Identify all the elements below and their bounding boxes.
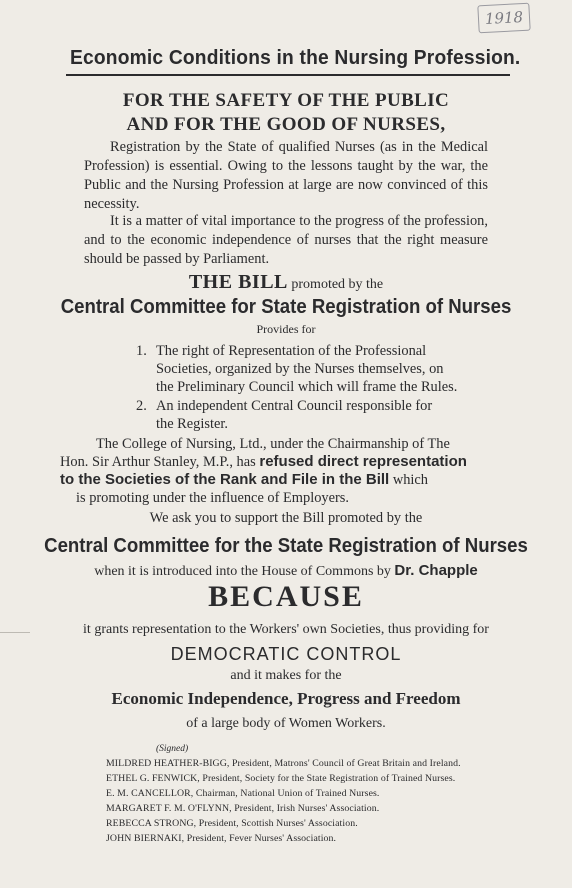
college-line-4: is promoting under the influence of Employers. (76, 490, 349, 506)
because-heading: BECAUSE (208, 580, 364, 613)
vital-paragraph (84, 212, 488, 269)
college-line-2-bold: refused direct representation (259, 453, 467, 470)
committee-name: Central Committee for State Registration of Nurses (60, 296, 512, 318)
provision-1-text (156, 342, 476, 396)
intro-line-2: Medical Profession) is essential. Owing to the lessons taught by (84, 139, 488, 174)
democratic-control: DEMOCRATIC CONTROL (170, 644, 402, 664)
signed-label: (Signed) (156, 744, 189, 754)
provision-2-line-1: An independent Central Council responsible for (156, 398, 433, 414)
college-line-3-plain: which (392, 472, 428, 488)
vital-line-2: profession, and to the economic independence of nurses that the (84, 213, 488, 248)
provision-1-number: 1. (136, 343, 147, 359)
page-heading: Economic Conditions in the Nursing Profession. (70, 47, 521, 69)
archive-pencil-note: 1918 (477, 3, 530, 34)
signatory-6: JOHN BIERNAKI, President, Fever Nurses' Association. (106, 833, 337, 844)
grants-line: it grants representation to the Workers' own Societies, thus providing for (83, 622, 489, 637)
bill-title: THE BILL (188, 271, 288, 293)
introduced-bold: Dr. Chapple (394, 562, 478, 579)
economic-independence: Economic Independence, Progress and Freedom (111, 689, 461, 708)
provision-1-line-2: Societies, organized by the Nurses themselves, on (156, 361, 444, 377)
provision-2-text (156, 397, 476, 433)
ask-support: We ask you to support the Bill promoted by the (149, 510, 423, 526)
signatory-1: MILDRED HEATHER-BIGG, President, Matrons' Council of Great Britain and Ireland. (106, 758, 461, 769)
intro-line-3: the war, the Public and the Nursing Profession at large are now (84, 158, 489, 193)
college-line-3-bold: to the Societies of the Rank and File in the Bill (60, 471, 390, 488)
and-makes-line: and it makes for the (230, 668, 342, 683)
signatory-3: E. M. CANCELLOR, Chairman, National Union of Trained Nurses. (106, 788, 380, 799)
subheading-line-1: FOR THE SAFETY OF THE PUBLIC (122, 90, 450, 111)
intro-line-4: convinced of this necessity. (84, 177, 488, 212)
bill-line (0, 271, 572, 294)
large-body-line: of a large body of Women Workers. (186, 716, 386, 731)
introduced-line (0, 562, 572, 580)
introduced-plain: when it is introduced into the House of Commons by (94, 564, 391, 579)
college-line-2-plain: Hon. Sir Arthur Stanley, M.P., has (60, 454, 256, 470)
provision-1-line-1: The right of Representation of the Professional (156, 343, 427, 359)
college-paragraph (60, 435, 510, 507)
provision-2-line-2: the Register. (156, 416, 228, 432)
college-line-1: The College of Nursing, Ltd., under the Chairmanship of The (96, 436, 450, 452)
subheading-line-2: AND FOR THE GOOD OF NURSES, (126, 114, 446, 135)
provides-for: Provides for (256, 322, 316, 336)
heading-underline (66, 74, 510, 76)
bill-promoted-text: promoted by the (291, 277, 384, 292)
vital-line-3: right measure should be passed by Parliament. (84, 232, 488, 267)
signatory-4: MARGARET F. M. O'FLYNN, President, Irish Nurses' Association. (106, 803, 380, 814)
provision-2-number: 2. (136, 398, 147, 414)
vital-line-1: It is a matter of vital importance to the progress of the (110, 213, 421, 229)
intro-line-1: Registration by the State of qualified Nurses (as in the (110, 139, 436, 155)
intro-paragraph (84, 138, 488, 214)
signatory-2: ETHEL G. FENWICK, President, Society for the State Registration of Trained Nurses. (106, 773, 456, 784)
committee-name-2: Central Committee for the State Registration of Nurses (44, 535, 528, 557)
college-line-3 (60, 471, 510, 489)
provision-1-line-3: the Preliminary Council which will frame the Rules. (156, 379, 458, 395)
college-line-2 (60, 453, 510, 471)
signatory-5: REBECCA STRONG, President, Scottish Nurses' Association. (106, 818, 358, 829)
